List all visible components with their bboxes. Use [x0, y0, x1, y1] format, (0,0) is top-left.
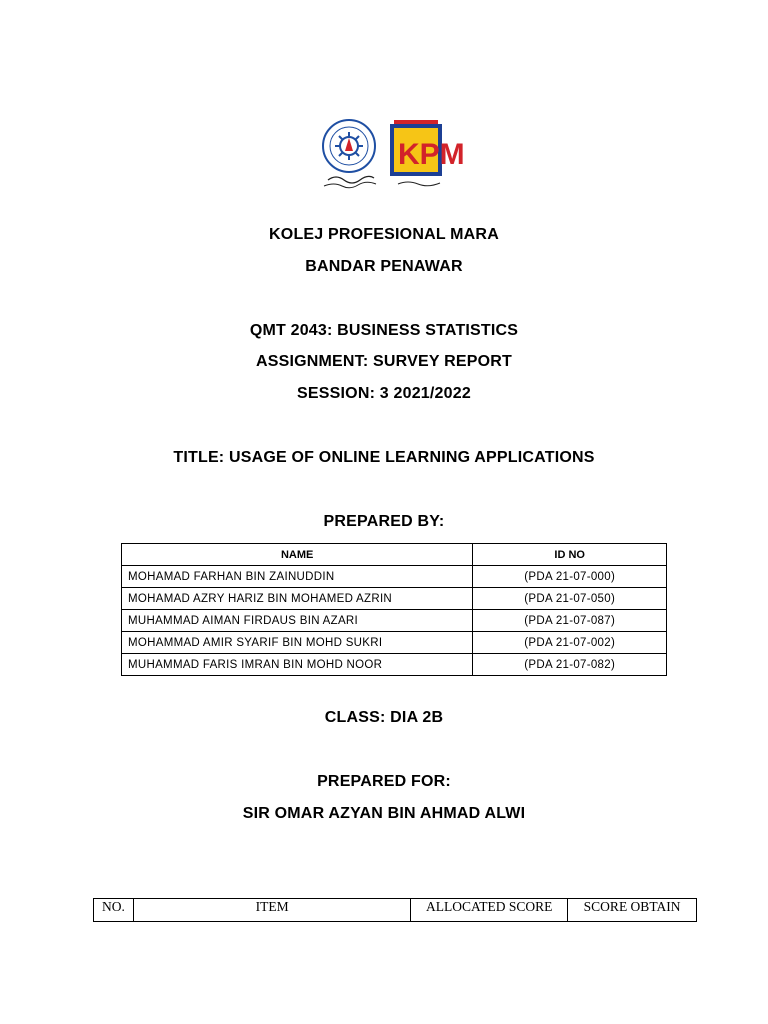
session-label: SESSION: 3 2021/2022	[297, 385, 471, 402]
member-id: (PDA 21-07-002)	[473, 632, 667, 654]
campus-name: BANDAR PENAWAR	[305, 258, 463, 275]
table-row	[122, 610, 667, 632]
table-row	[122, 654, 667, 676]
column-header-no: NO.	[94, 899, 134, 922]
score-table	[93, 898, 697, 922]
lecturer-name: SIR OMAR AZYAN BIN AHMAD ALWI	[242, 805, 526, 822]
prepared-for-heading: PREPARED FOR:	[317, 773, 451, 790]
member-id: (PDA 21-07-082)	[473, 654, 667, 676]
institution-name: KOLEJ PROFESIONAL MARA	[269, 226, 499, 243]
mara-logo-icon	[316, 118, 382, 194]
member-id: (PDA 21-07-050)	[473, 588, 667, 610]
svg-text:KPM: KPM	[398, 138, 465, 171]
member-name: MOHAMAD FARHAN BIN ZAINUDDIN	[122, 566, 473, 588]
prepared-by-heading: PREPARED BY:	[323, 513, 445, 530]
column-header-id: ID NO	[473, 544, 667, 566]
column-header-score-obtain: SCORE OBTAIN	[568, 899, 697, 922]
member-id: (PDA 21-07-087)	[473, 610, 667, 632]
report-title: TITLE: USAGE OF ONLINE LEARNING APPLICATIONS	[173, 449, 595, 466]
kpm-logo-icon	[384, 120, 465, 196]
table-row	[122, 566, 667, 588]
members-table	[121, 543, 667, 676]
column-header-name: NAME	[122, 544, 473, 566]
table-row	[122, 588, 667, 610]
course-code: QMT 2043: BUSINESS STATISTICS	[249, 322, 519, 339]
member-name: MOHAMAD AZRY HARIZ BIN MOHAMED AZRIN	[122, 588, 473, 610]
column-header-item: ITEM	[133, 899, 410, 922]
score-table-header	[94, 899, 697, 922]
class-label: CLASS: DIA 2B	[324, 709, 444, 726]
table-row	[122, 632, 667, 654]
members-table-header	[122, 544, 667, 566]
member-name: MUHAMMAD AIMAN FIRDAUS BIN AZARI	[122, 610, 473, 632]
logo-group	[316, 118, 465, 198]
assignment-title: ASSIGNMENT: SURVEY REPORT	[255, 353, 512, 370]
member-id: (PDA 21-07-000)	[473, 566, 667, 588]
column-header-allocated-score: ALLOCATED SCORE	[411, 899, 568, 922]
member-name: MOHAMMAD AMIR SYARIF BIN MOHD SUKRI	[122, 632, 473, 654]
member-name: MUHAMMAD FARIS IMRAN BIN MOHD NOOR	[122, 654, 473, 676]
